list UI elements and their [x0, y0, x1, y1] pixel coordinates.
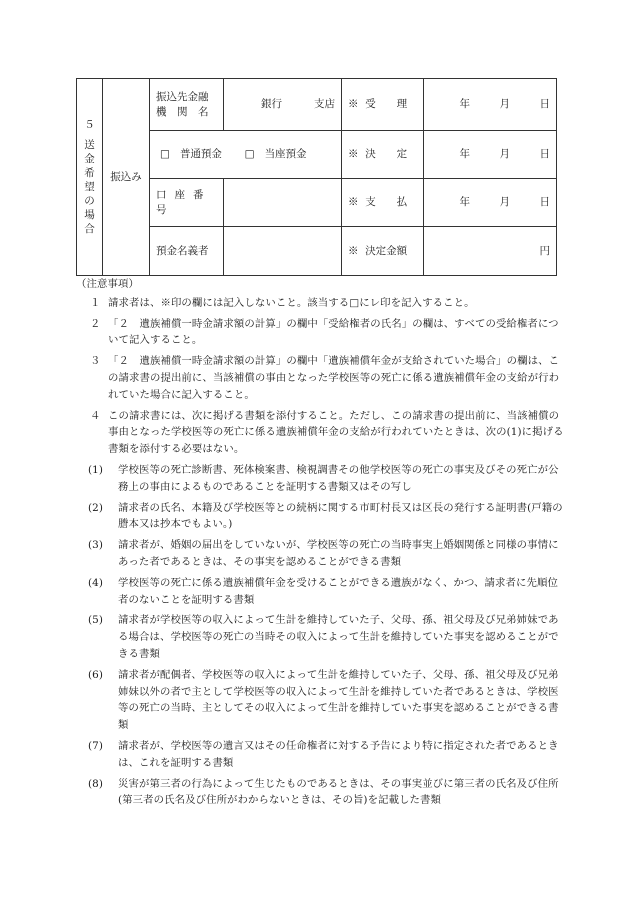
bank-name-label: 振込先金融 機 関 名: [150, 79, 224, 131]
account-holder-label: 預金名義者: [150, 227, 224, 276]
current-deposit-label: 当座預金: [264, 148, 307, 161]
account-type-field: [150, 131, 342, 179]
remittance-table: [76, 78, 557, 276]
note-subitem: (8) 災害が第三者の行為によって生じたものであるときは、その事実並びに第三者の氏名及び住所(第三者の氏名及び住所がわからないときは、その旨)を記載した書類: [88, 777, 559, 807]
section-title-char: 場: [84, 209, 95, 221]
table-row: [77, 79, 557, 131]
bank-name-field[interactable]: [224, 79, 342, 131]
account-number-label: 口座番号: [150, 179, 224, 227]
branch-suffix: 支店: [314, 98, 335, 111]
transfer-method: 振込み: [103, 79, 150, 276]
note-subitem: (1) 学校医等の死亡診断書、死体検案書、検視調書その他学校医等の死亡の事実及びその死亡が公務上の事由によるものであることを証明する書類又はその写し: [88, 463, 559, 493]
account-number-field[interactable]: [224, 179, 342, 227]
stage-received-label: ※ 受 理: [342, 79, 424, 131]
yen-unit: 円: [539, 244, 550, 257]
decided-date-field[interactable]: 年 月 日: [424, 131, 557, 179]
account-holder-field[interactable]: [224, 227, 342, 276]
note-item: ２ 「２ 遺族補償一時金請求額の計算」の欄中「受給権者の氏名」の欄は、すべての受給権者について記入すること。: [90, 317, 559, 347]
checkbox-ordinary[interactable]: □: [160, 148, 170, 161]
section-number: ５: [84, 119, 95, 131]
note-item: ３ 「２ 遺族補償一時金請求額の計算」の欄中「遺族補償年金が支給されていた場合」の欄は、この請求書の提出前に、当該補償の事由となった学校医等の死亡に係る遺族補償年金の支給が行われていた場合に記入すること。: [90, 355, 560, 401]
section-title-char: 金: [84, 153, 95, 165]
section-title-char: 合: [84, 223, 95, 235]
notes-heading: （注意事項）: [76, 278, 139, 290]
stage-decided-label: ※ 決 定: [342, 131, 424, 179]
note-subitem: (4) 学校医等の死亡に係る遺族補償年金を受けることができる遺族がなく、かつ、請求者に先順位者のないことを証明する書類: [88, 576, 558, 606]
note-subitem: (6) 請求者が配偶者、学校医等の収入によって生計を維持していた子、父母、孫、祖父母及び兄弟姉妹以外の者で主として学校医等の収入によって生計を維持していた者であるときは、学校医等の死亡の当時、主としてその収入によって生計を維持していた事実を認めることができる書類: [88, 668, 559, 732]
ordinary-deposit-label: 普通預金: [179, 148, 222, 161]
bank-suffix: 銀行: [261, 98, 282, 111]
section-title-char: 望: [84, 181, 95, 193]
paid-date-field[interactable]: 年 月 日: [424, 179, 557, 227]
notes-section: [76, 276, 566, 813]
note-subitem: (5) 請求者が学校医等の収入によって生計を維持していた子、父母、孫、祖父母及び兄弟姉妹である場合は、学校医等の死亡の当時その収入によって生計を維持していた事実を認めることができる書類: [88, 614, 559, 660]
note-subitem: (3) 請求者が、婚姻の届出をしていないが、学校医等の死亡の当時事実上婚姻関係と同様の事情にあった者であるときは、その事実を認めることができる書類: [88, 539, 559, 568]
section-title: [77, 79, 103, 276]
note-subitem: (2) 請求者の氏名、本籍及び学校医等との続柄に関する市町村長又は区長の発行する証明書(戸籍の謄本又は抄本でもよい。): [88, 501, 563, 531]
section-title-char: 希: [84, 167, 95, 179]
stage-amount-label: ※ 決定金額: [342, 227, 424, 276]
note-item: １ 請求者は、※印の欄には記入しないこと。該当する□にレ印を記入すること。: [90, 296, 475, 309]
checkbox-current[interactable]: □: [244, 148, 255, 161]
section-title-char: 送: [84, 139, 95, 151]
note-item: ４ この請求書には、次に掲げる書類を添付すること。ただし、この請求書の提出前に、当該補償の事由となった学校医等の死亡に係る遺族補償年金の支給が行われていたときは、次の(1)に掲げる書類を添付する必要はない。: [90, 409, 564, 456]
section-title-char: の: [84, 195, 95, 207]
stage-paid-label: ※ 支 払: [342, 179, 424, 227]
note-subitem: (7) 請求者が、学校医等の遺言又はその任命権者に対する予告により特に指定された者であるときは、これを証明する書類: [88, 739, 559, 769]
received-date-field[interactable]: 年 月 日: [424, 79, 557, 131]
decided-amount-field[interactable]: [424, 227, 557, 276]
